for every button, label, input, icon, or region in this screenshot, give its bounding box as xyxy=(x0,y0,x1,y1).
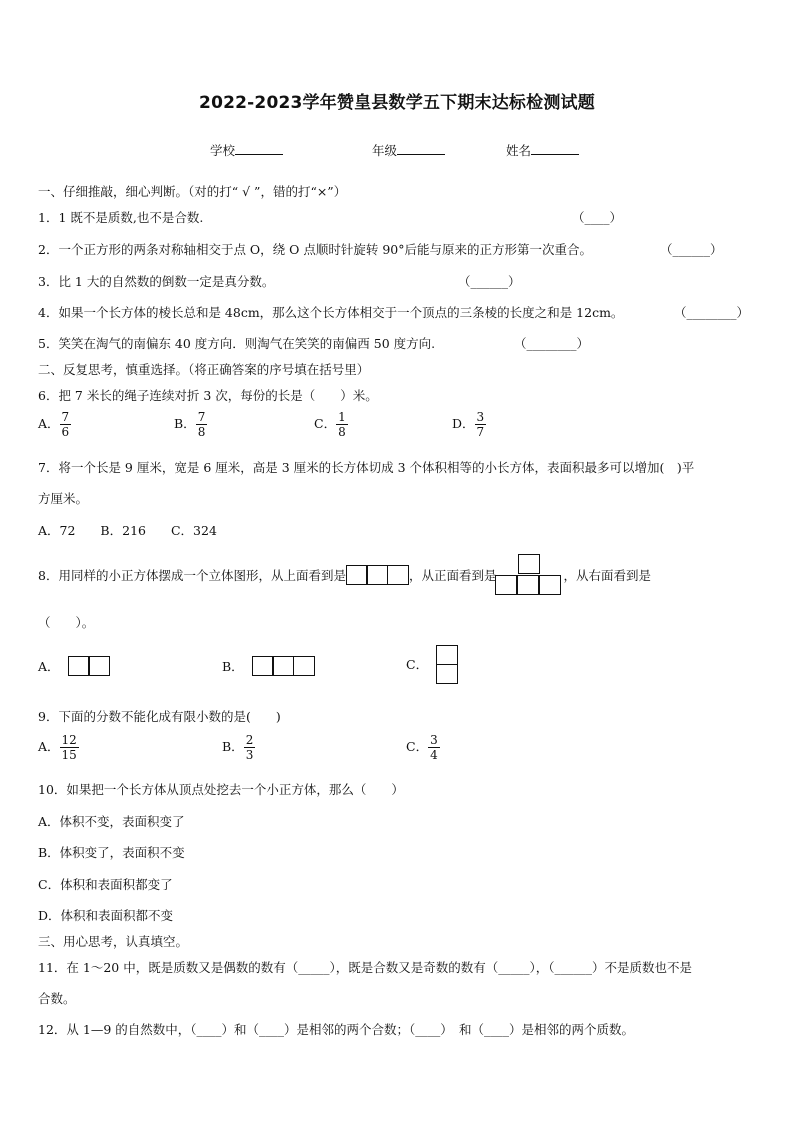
q10-option-b[interactable]: B．体积变了，表面积不变 xyxy=(38,845,185,860)
cube-square xyxy=(272,656,294,676)
q10-option-a[interactable]: A．体积不变，表面积变了 xyxy=(38,814,185,829)
denominator: 8 xyxy=(338,425,346,439)
question-9: 9．下面的分数不能化成有限小数的是( ) xyxy=(38,709,281,724)
question-5: 5．笑笑在淘气的南偏东 40 度方向．则淘气在笑笑的南偏西 50 度方向. xyxy=(38,336,436,351)
section-2-heading: 二、反复思考，慎重选择。（将正确答案的序号填在括号里） xyxy=(38,362,370,377)
fraction xyxy=(60,733,79,762)
denominator: 8 xyxy=(197,425,206,439)
option-label: A． xyxy=(38,416,60,431)
fraction xyxy=(475,410,487,439)
option-b-figure xyxy=(252,656,315,676)
question-2: 2．一个正方形的两条对称轴相交于点 O，绕 O 点顺时针旋转 90°后能与原来的正方形第一次重合。 xyxy=(38,242,592,257)
question-6: 6．把 7 米长的绳子连续对折 3 次，每份的长是（ ）米。 xyxy=(38,388,378,403)
question-12: 12．从 1—9 的自然数中，（____）和（____）是相邻的两个合数；（____） 和（____）是相邻的两个质数。 xyxy=(38,1022,635,1037)
cube-square xyxy=(293,656,315,676)
numerator: 7 xyxy=(61,410,70,424)
cube-square xyxy=(252,656,274,676)
question-8-cont: （ ）。 xyxy=(38,615,95,630)
question-1: 1．1 既不是质数,也不是合数. xyxy=(38,210,204,225)
option-label: A． xyxy=(38,659,60,674)
school-field xyxy=(210,141,283,159)
q10-option-c[interactable]: C．体积和表面积都变了 xyxy=(38,877,173,892)
numerator: 7 xyxy=(197,410,206,424)
cube-square xyxy=(518,554,540,574)
q8-option-c[interactable] xyxy=(406,645,458,684)
option-a-figure xyxy=(68,656,111,676)
cube-square xyxy=(68,656,90,676)
grade-label: 年级 xyxy=(372,143,398,158)
denominator: 3 xyxy=(245,748,254,762)
grade-blank[interactable] xyxy=(397,142,445,155)
question-8 xyxy=(38,552,651,598)
cube-square xyxy=(366,565,388,585)
denominator: 4 xyxy=(430,748,438,762)
q6-option-b[interactable] xyxy=(174,410,207,439)
question-7-cont: 方厘米。 xyxy=(38,491,89,506)
numerator: 1 xyxy=(338,410,346,424)
denominator: 6 xyxy=(61,425,70,439)
option-label: B． xyxy=(174,416,196,431)
question-5-answer[interactable]: （________） xyxy=(514,336,590,351)
cube-square xyxy=(539,575,561,595)
numerator: 3 xyxy=(476,410,485,424)
top-view-figure xyxy=(346,565,409,585)
question-4-answer[interactable]: （________） xyxy=(674,305,750,320)
q8-option-b[interactable] xyxy=(222,656,315,676)
question-10: 10．如果把一个长方体从顶点处挖去一个小正方体，那么（ ） xyxy=(38,782,404,797)
grade-field xyxy=(372,141,445,159)
option-label: A． xyxy=(38,739,60,754)
option-label: C． xyxy=(314,416,337,431)
school-label: 学校 xyxy=(210,143,236,158)
page-title: 2022-2023学年赞皇县数学五下期末达标检测试题 xyxy=(199,93,595,113)
cube-square xyxy=(436,664,458,684)
school-blank[interactable] xyxy=(235,142,283,155)
name-blank[interactable] xyxy=(531,142,579,155)
fraction xyxy=(196,410,208,439)
name-label: 姓名 xyxy=(506,143,532,158)
option-label: C． xyxy=(406,657,429,673)
question-7: 7．将一个长是 9 厘米，宽是 6 厘米，高是 3 厘米的长方体切成 3 个体积相等的小长方体，表面积最多可以增加( )平 xyxy=(38,460,695,475)
option-label: C． xyxy=(406,739,429,754)
section-1-heading: 一、仔细推敲，细心判断。（对的打“ √ ”，错的打“×”） xyxy=(38,184,347,199)
cube-square xyxy=(88,656,110,676)
numerator: 2 xyxy=(245,733,254,747)
q9-option-c[interactable] xyxy=(406,733,440,762)
question-2-answer[interactable]: （______） xyxy=(660,242,723,257)
q7-options[interactable]: A．72 B．216 C．324 xyxy=(38,523,217,538)
option-label: D． xyxy=(452,416,475,431)
q6-option-d[interactable] xyxy=(452,410,486,439)
cube-square xyxy=(517,575,539,595)
q8-option-a[interactable] xyxy=(38,656,110,676)
q8-text-c: ，从右面看到是 xyxy=(563,568,651,583)
option-label: B． xyxy=(222,659,244,674)
fraction xyxy=(60,410,72,439)
q6-option-c[interactable] xyxy=(314,410,348,439)
question-3-answer[interactable]: （______） xyxy=(458,274,521,289)
name-field xyxy=(506,141,579,159)
q8-text-a: 8．用同样的小正方体摆成一个立体图形，从上面看到是 xyxy=(38,568,346,583)
q9-option-a[interactable] xyxy=(38,733,79,762)
question-11-cont: 合数。 xyxy=(38,991,76,1006)
question-4: 4．如果一个长方体的棱长总和是 48cm，那么这个长方体相交于一个顶点的三条棱的长度之和是 12cm。 xyxy=(38,305,624,320)
fraction xyxy=(244,733,256,762)
q9-option-b[interactable] xyxy=(222,733,255,762)
question-11: 11．在 1～20 中，既是质数又是偶数的数有（_____），既是合数又是奇数的数有（_____），（______）不是质数也不是 xyxy=(38,960,692,975)
denominator: 7 xyxy=(476,425,485,439)
cube-square xyxy=(436,645,458,665)
question-1-answer[interactable]: （____） xyxy=(572,210,623,225)
cube-square xyxy=(387,565,409,585)
question-3: 3．比 1 大的自然数的倒数一定是真分数。 xyxy=(38,274,275,289)
denominator: 15 xyxy=(61,748,77,762)
q10-option-d[interactable]: D．体积和表面积都不变 xyxy=(38,908,174,923)
section-3-heading: 三、用心思考，认真填空。 xyxy=(38,934,189,949)
cube-square xyxy=(495,575,517,595)
fraction xyxy=(336,410,348,439)
q8-text-b: ，从正面看到是 xyxy=(408,568,497,583)
option-c-figure xyxy=(436,645,458,684)
cube-square xyxy=(346,565,368,585)
option-label: B． xyxy=(222,739,244,754)
numerator: 3 xyxy=(430,733,438,747)
q6-option-a[interactable] xyxy=(38,410,71,439)
numerator: 12 xyxy=(61,733,77,747)
fraction xyxy=(428,733,440,762)
front-view-figure xyxy=(496,554,563,596)
